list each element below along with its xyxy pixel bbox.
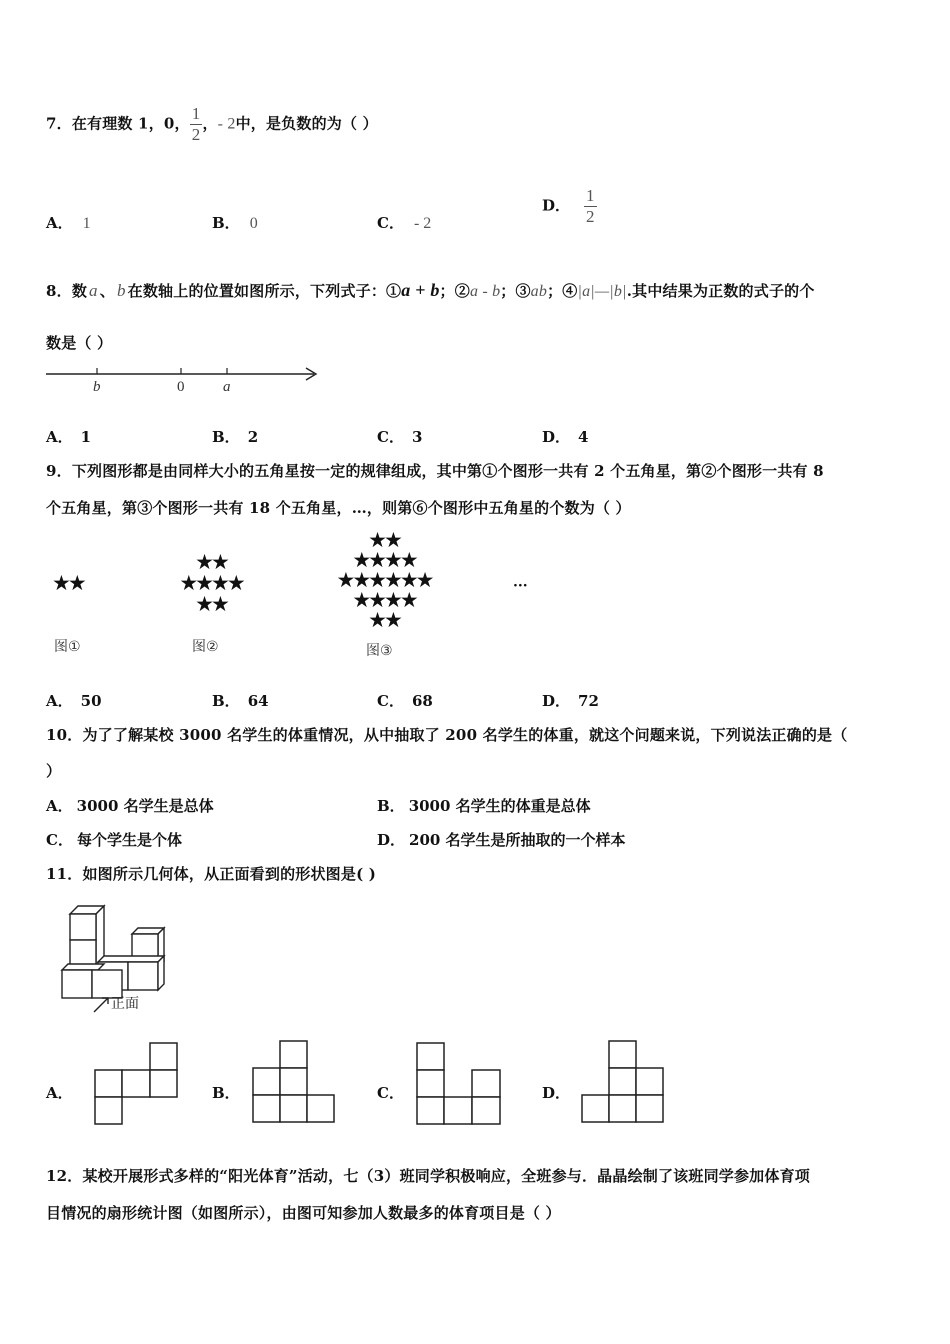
q7-option-d[interactable]: D． $\frac{1}{2}$ [542,186,595,226]
q8-option-a[interactable]: A． 1 [46,428,92,446]
q7-stem: 7．在有理数 1，0， $\frac{1}{2}$ ，- 2中，是负数的为（ ） [46,104,378,144]
q11-option-b-shape [252,1040,338,1126]
q12-stem: 12．某校开展形式多样的“阳光体育”活动，七（3）班同学积极响应，全班参与．晶晶绘制了该班同学参加体育项 [46,1167,810,1185]
q8-option-d[interactable]: D． 4 [542,428,589,446]
q7-option-d-fraction: $\frac{1}{2}$ [586,186,595,226]
figure-label-3: 图③ [366,643,393,659]
star-row: ★★ [195,592,227,616]
q10-option-b[interactable]: B． 3000 名学生的体重是总体 [377,797,591,815]
label-zero: 0 [177,379,185,395]
q10-option-d[interactable]: D． 200 名学生是所抽取的一个样本 [377,831,626,849]
q7-fraction: $\frac{1}{2}$ [191,104,201,144]
q9-option-b[interactable]: B． 64 [212,692,269,710]
q11-option-c-shape [416,1042,504,1128]
q9-stem: 9．下列图形都是由同样大小的五角星按一定的规律组成，其中第①个图形一共有 2 个五角星，第②个图形一共有 8 [46,462,824,480]
q10-stem-line2: ） [46,762,62,780]
q8-option-c[interactable]: C． 3 [377,428,423,446]
figure-label-2: 图② [192,639,219,655]
q12-stem-line2: 目情况的扇形统计图（如图所示），由图可知参加人数最多的体育项目是（ ） [46,1204,561,1222]
star-row: ★★ [368,528,400,552]
figure-ellipsis: ··· [513,578,528,594]
star-figure-2 [170,552,252,615]
q9-figure [44,528,439,664]
q9-option-a[interactable]: A． 50 [46,692,102,710]
q8-stem: 8．数 a 、 b 在数轴上的位置如图所示，下列式子：①a + b；②a - b；③ab；④|a|—|b|.其中结果为正数的式子的个 [46,280,815,300]
label-b: b [93,379,101,395]
star-figure-1 [52,572,84,594]
q7-option-c[interactable]: C． - 2 [377,214,432,232]
q11-option-d-shape [581,1040,667,1126]
q8-number-line [44,362,324,396]
q7-option-a[interactable]: A． 1 [46,214,91,232]
q7-option-b[interactable]: B． 0 [212,214,258,232]
star-row: ★★★★ [179,571,243,595]
q11-option-a-shape [94,1042,180,1126]
star-row: ★★ [52,571,84,595]
q9-option-c[interactable]: C． 68 [377,692,433,710]
q10-stem: 10．为了了解某校 3000 名学生的体重情况，从中抽取了 200 名学生的体重，就这个问题来说，下列说法正确的是（ [46,726,848,744]
q11-stem: 11．如图所示几何体，从正面看到的形状图是( ) [46,865,377,883]
q11-option-b[interactable]: B． [212,1084,240,1102]
q9-option-d[interactable]: D． 72 [542,692,599,710]
q11-option-c[interactable]: C． [377,1084,404,1102]
label-a: a [223,379,231,395]
q11-option-d[interactable]: D． [542,1084,571,1102]
q10-option-a[interactable]: A． 3000 名学生是总体 [46,797,214,815]
star-row: ★★ [368,608,400,632]
star-row: ★★ [195,550,227,574]
q11-option-a[interactable]: A． [46,1084,73,1102]
q11-solid-figure [56,900,186,1016]
arrow-icon [94,998,108,1012]
q8-stem-line2: 数是（ ） [46,334,113,352]
q9-stem-line2: 个五角星，第③个图形一共有 18 个五角星，…，则第⑥个图形中五角星的个数为（ ） [46,499,631,517]
figure-label-1: 图① [54,639,81,655]
star-row: ★★★★ [352,588,416,612]
q8-option-b[interactable]: B． 2 [212,428,259,446]
star-row: ★★★★★★ [336,568,432,592]
star-row: ★★★★ [352,548,416,572]
star-figure-3 [324,530,444,630]
front-label: 正面 [111,997,139,1012]
q10-option-c[interactable]: C． 每个学生是个体 [46,831,182,849]
